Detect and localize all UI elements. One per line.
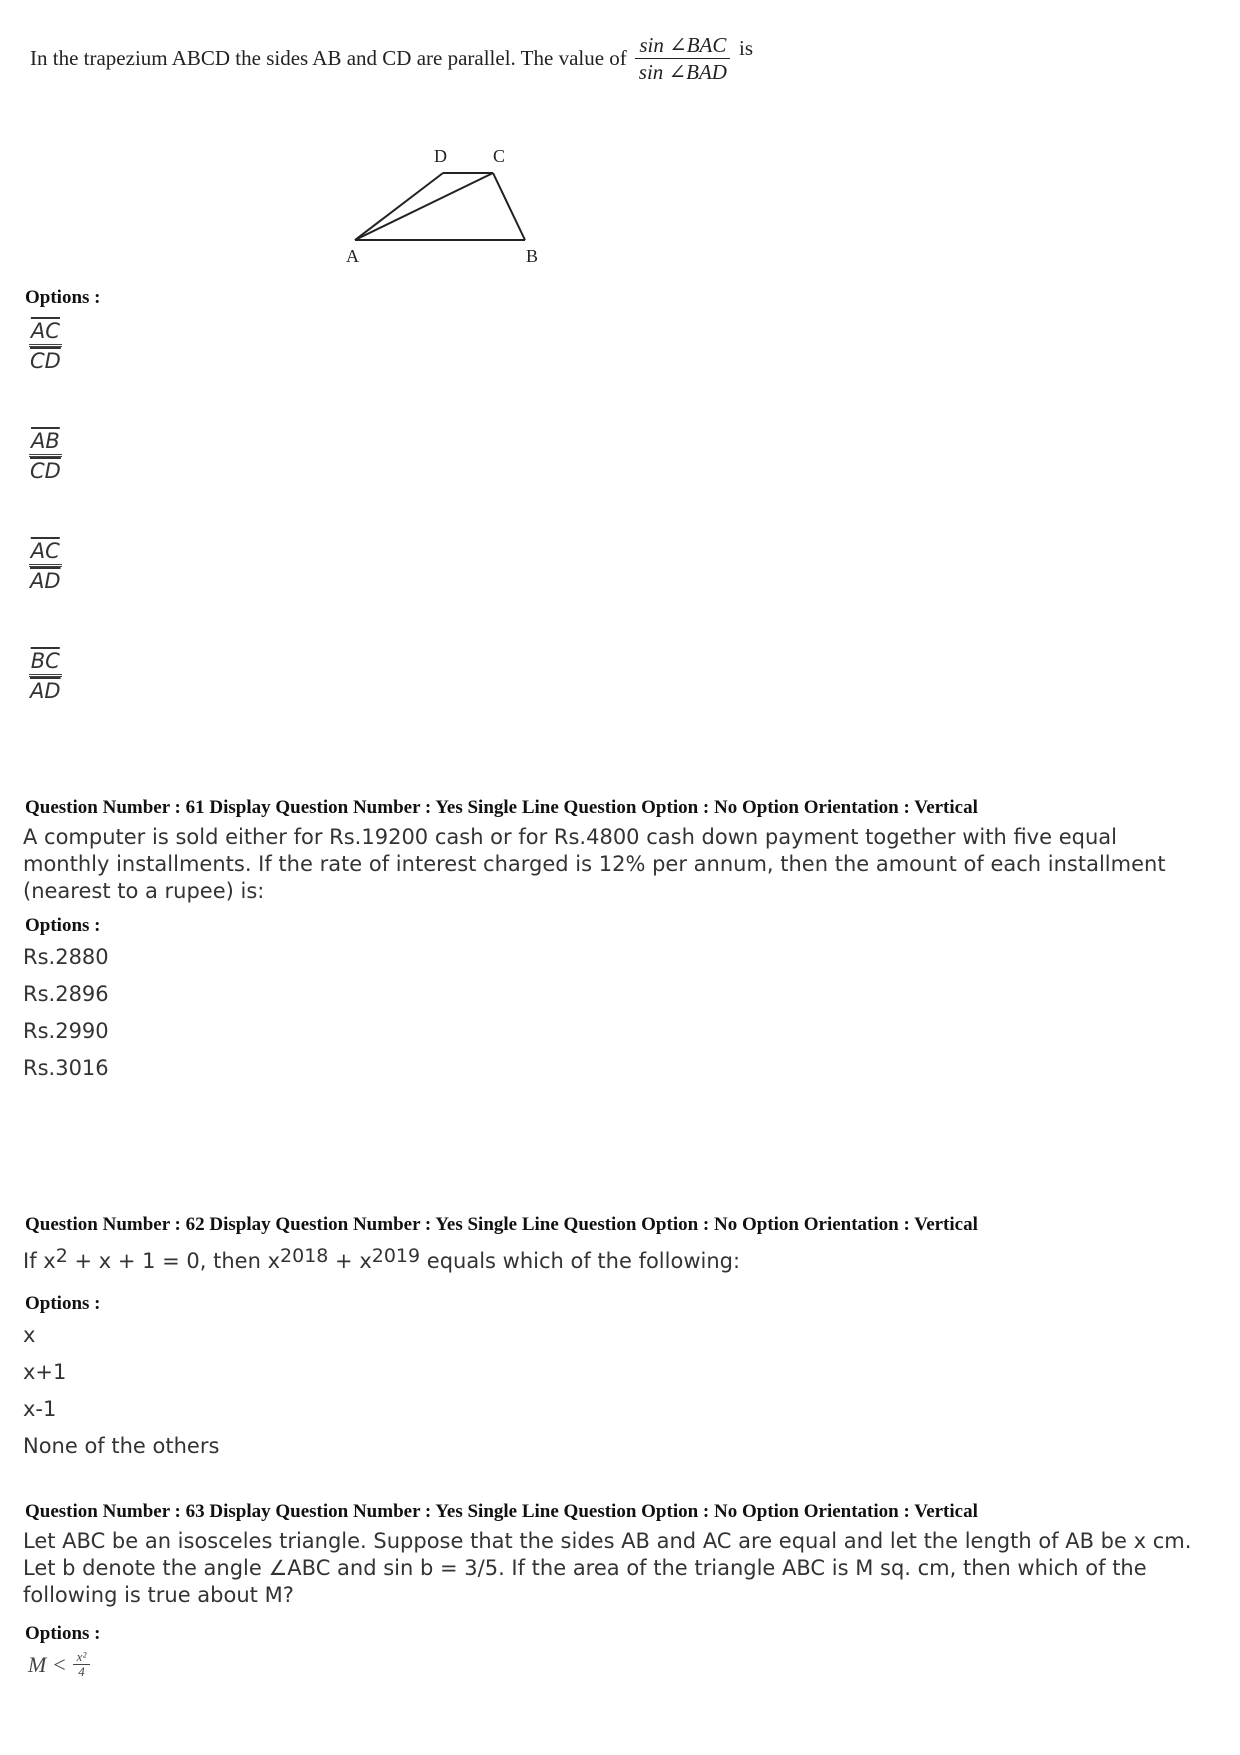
q60-option-2-den: CD bbox=[30, 459, 61, 483]
q62-part: + x + 1 = 0, then x bbox=[67, 1249, 281, 1273]
q62-option-4[interactable]: None of the others bbox=[23, 1434, 220, 1458]
q61-line: (nearest to a rupee) is: bbox=[23, 879, 265, 903]
q63-line: Let b denote the angle ∠ABC and sin b = 3/5. If the area of the triangle ABC is M sq. cm, then which of the bbox=[23, 1556, 1147, 1580]
diagonal-ac bbox=[355, 173, 493, 240]
question-60-suffix: is bbox=[738, 35, 753, 60]
q60-option-4-num: $\overline{BC}$ bbox=[29, 648, 62, 677]
q61-options-label: Options : bbox=[25, 915, 101, 936]
question-60-text bbox=[30, 28, 930, 88]
q62-option-3[interactable]: x-1 bbox=[23, 1397, 57, 1421]
q62-exponent: 2 bbox=[55, 1245, 68, 1267]
trapezium-figure bbox=[330, 140, 550, 270]
q61-line: A computer is sold either for Rs.19200 cash or for Rs.4800 cash down payment together with five equal bbox=[23, 825, 1117, 849]
q60-options-label: Options : bbox=[25, 287, 101, 308]
vertex-label-d: D bbox=[434, 146, 447, 166]
vertex-label-a: A bbox=[346, 246, 359, 266]
q62-part: equals which of the following: bbox=[420, 1249, 741, 1273]
side-bc bbox=[493, 173, 525, 240]
q62-part: + x bbox=[328, 1249, 372, 1273]
q61-text bbox=[23, 824, 1218, 905]
vertex-label-c: C bbox=[493, 146, 506, 166]
question-60-lead: In the trapezium ABCD the sides AB and CD are parallel. The value of bbox=[30, 45, 627, 70]
q62-options-label: Options : bbox=[25, 1293, 101, 1314]
q63-option-1-fraction bbox=[73, 1650, 91, 1679]
q61-option-2[interactable]: Rs.2896 bbox=[23, 982, 109, 1006]
q63-line: Let ABC be an isosceles triangle. Suppose that the sides AB and AC are equal and let the length of AB be x cm. bbox=[23, 1529, 1192, 1553]
q63-option-1[interactable] bbox=[28, 1650, 90, 1679]
fraction-numerator: x² bbox=[73, 1650, 91, 1665]
q61-header: Question Number : 61 Display Question Number : Yes Single Line Question Option : No Option Orientation : Vertical bbox=[25, 797, 978, 818]
q60-option-1-num: $\overline{AC}$ bbox=[29, 318, 62, 347]
sin-ratio-fraction bbox=[635, 32, 731, 85]
q62-option-2[interactable]: x+1 bbox=[23, 1360, 67, 1384]
q60-option-4[interactable] bbox=[28, 648, 63, 705]
q61-line: monthly installments. If the rate of interest charged is 12% per annum, then the amount of each installment bbox=[23, 852, 1166, 876]
q63-header: Question Number : 63 Display Question Number : Yes Single Line Question Option : No Option Orientation : Vertical bbox=[25, 1501, 978, 1522]
q63-text bbox=[23, 1528, 1223, 1609]
q61-option-4[interactable]: Rs.3016 bbox=[23, 1056, 109, 1080]
q61-option-3[interactable]: Rs.2990 bbox=[23, 1019, 109, 1043]
q61-option-1[interactable]: Rs.2880 bbox=[23, 945, 109, 969]
q62-part: If x bbox=[23, 1249, 56, 1273]
q62-exponent: 2018 bbox=[280, 1245, 329, 1267]
q63-line: following is true about M? bbox=[23, 1583, 294, 1607]
fraction-numerator: sin ∠BAC bbox=[635, 32, 730, 59]
side-da bbox=[355, 173, 443, 240]
fraction-denominator: sin ∠BAD bbox=[638, 59, 727, 84]
q62-header: Question Number : 62 Display Question Number : Yes Single Line Question Option : No Option Orientation : Vertical bbox=[25, 1214, 978, 1235]
q60-option-1[interactable] bbox=[28, 318, 63, 375]
q63-options-label: Options : bbox=[25, 1623, 101, 1644]
vertex-label-b: B bbox=[526, 246, 539, 266]
q60-option-1-den: CD bbox=[30, 349, 61, 373]
q63-option-1-lhs: M < bbox=[28, 1651, 67, 1677]
q62-exponent: 2019 bbox=[371, 1245, 421, 1267]
q60-option-4-den: AD bbox=[30, 679, 61, 703]
q60-option-2-num: $\overline{AB}$ bbox=[29, 428, 62, 457]
fraction-denominator: 4 bbox=[78, 1664, 85, 1679]
q60-option-3[interactable] bbox=[28, 538, 63, 595]
q62-option-1[interactable]: x bbox=[23, 1323, 36, 1347]
q60-option-3-den: AD bbox=[30, 569, 61, 593]
q60-option-2[interactable] bbox=[28, 428, 63, 485]
q60-option-3-num: $\overline{AC}$ bbox=[29, 538, 62, 567]
q62-text bbox=[23, 1245, 741, 1276]
